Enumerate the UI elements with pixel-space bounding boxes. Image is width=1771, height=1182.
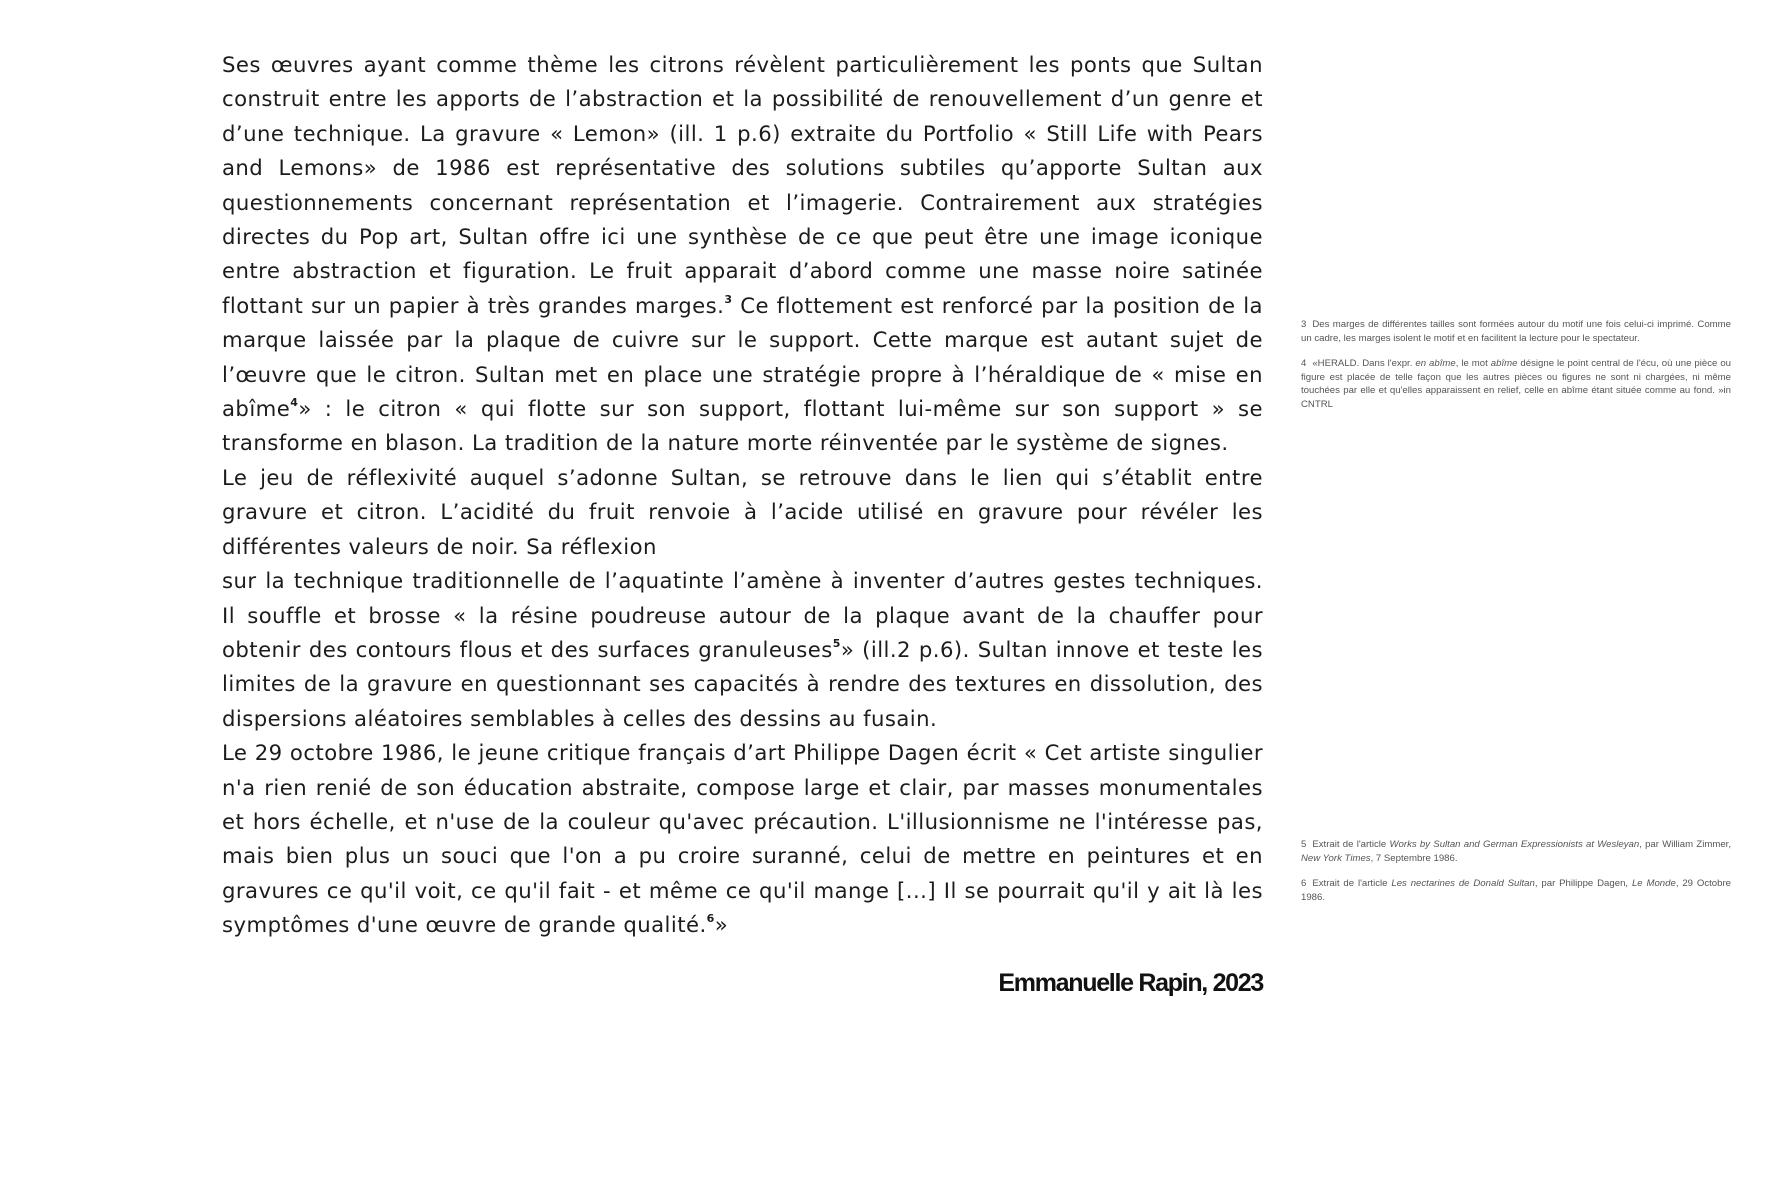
footnotes-bottom [1301, 838, 1731, 916]
paragraph-dagen-quote: Le 29 octobre 1986, le jeune critique français d’art Philippe Dagen écrit « Cet artiste singulier n'a rien renié de son éducation abstraite, compose large et clair, par masses monumentales et hors échelle, et n'use de la couleur qu'avec précaution. L'illusionnisme ne l'intéresse pas, mais bien plus un souci que l'on a pu croire suranné, celui de mettre en peintures et en gravures ce qu'il voit, ce qu'il fait - et même ce qu'il mange [...] Il se pourrait qu'il y ait là les symptômes d'une œuvre de grande qualité.$^6$» [222, 740, 1263, 938]
footnote-4: 4 «HERALD. Dans l'expr. en abîme, le mot abîme désigne le point central de l'écu, où une pièce ou figure est placée de telle façon que les autres pièces ou figures ne sont ni chargées, ni même touchées par elle et qu'elles apparaissent en relief, celle en abîme étant située comme au fond. »in CNTRL [1301, 358, 1731, 410]
footnote-ref-6[interactable]: 6 [706, 912, 715, 926]
author-signature: Emmanuelle Rapin, 2023 [998, 969, 1263, 997]
paragraph-lemon-engraving: Ses œuvres ayant comme thème les citrons révèlent particulièrement les ponts que Sultan construit entre les apports de l’abstraction et la possibilité de renouvellement d’un genre et d’une technique. La gravure « Lemon» (ill. 1 p.6) extraite du Portfolio « Still Life with Pears and Lemons» de 1986 est représentative des solutions subtiles qu’apporte Sultan aux questionnements concernant représentation et l’imagerie. Contrairement aux stratégies directes du Pop art, Sultan offre ici une synthèse de ce que peut être une image iconique entre abstraction et figuration. Le fruit apparait d’abord comme une masse noire satinée flottant sur un papier à très grandes marges.$^3$ Ce flottement est renforcé par la position de la marque laissée par la plaque de cuivre sur le support. Cette marque est autant sujet de l’œuvre que le citron. Sultan met en place une stratégie propre à l’héraldique de « mise en abîme$^4$» : le citron « qui flotte sur son support, flottant lui-même sur son support » se transforme en blason. La tradition de la nature morte réinventée par le système de signes. [222, 52, 1263, 456]
footnote-ref-3[interactable]: 3 [724, 292, 733, 306]
footnote-5: 5 Extrait de l'article Works by Sultan and German Expressionists at Wesleyan, par William Zimmer, New York Times, 7 Septembre 1986. [1301, 839, 1731, 864]
body-text [222, 48, 1263, 943]
footnote-6: 6 Extrait de l'article Les nectarines de Donald Sultan, par Philippe Dagen, Le Monde, 29 Octobre 1986. [1301, 878, 1732, 903]
footnote-3: 3 Des marges de différentes tailles sont formées autour du motif une fois celui-ci imprimé. Comme un cadre, les marges isolent le motif et en facilitent la lecture pour le spectateur. [1301, 319, 1731, 344]
footnote-number: 3 [1301, 319, 1307, 330]
paragraph-reflexivity: Le jeu de réflexivité auquel s’adonne Sultan, se retrouve dans le lien qui s’établit entre gravure et citron. L’acidité du fruit renvoie à l’acide utilisé en gravure pour révéler les différentes valeurs de noir. Sa réflexion [222, 464, 1263, 559]
footnote-number: 6 [1301, 878, 1307, 890]
footnotes-top [1301, 318, 1731, 424]
footnote-number: 4 [1301, 358, 1307, 370]
footnote-ref-5[interactable]: 5 [832, 636, 841, 650]
paragraph-aquatint: sur la technique traditionnelle de l’aquatinte l’amène à inventer d’autres gestes techniques. Il souffle et brosse « la résine poudreuse autour de la plaque avant de la chauffer pour obtenir des contours flous et des surfaces granuleuses$^5$» (ill.2 p.6). Sultan innove et teste les limites de la gravure en questionnant ses capacités à rendre des textures en dissolution, des dispersions aléatoires semblables à celles des dessins au fusain. [222, 568, 1264, 731]
footnote-number: 5 [1301, 839, 1307, 850]
footnote-ref-4[interactable]: 4 [290, 396, 299, 409]
